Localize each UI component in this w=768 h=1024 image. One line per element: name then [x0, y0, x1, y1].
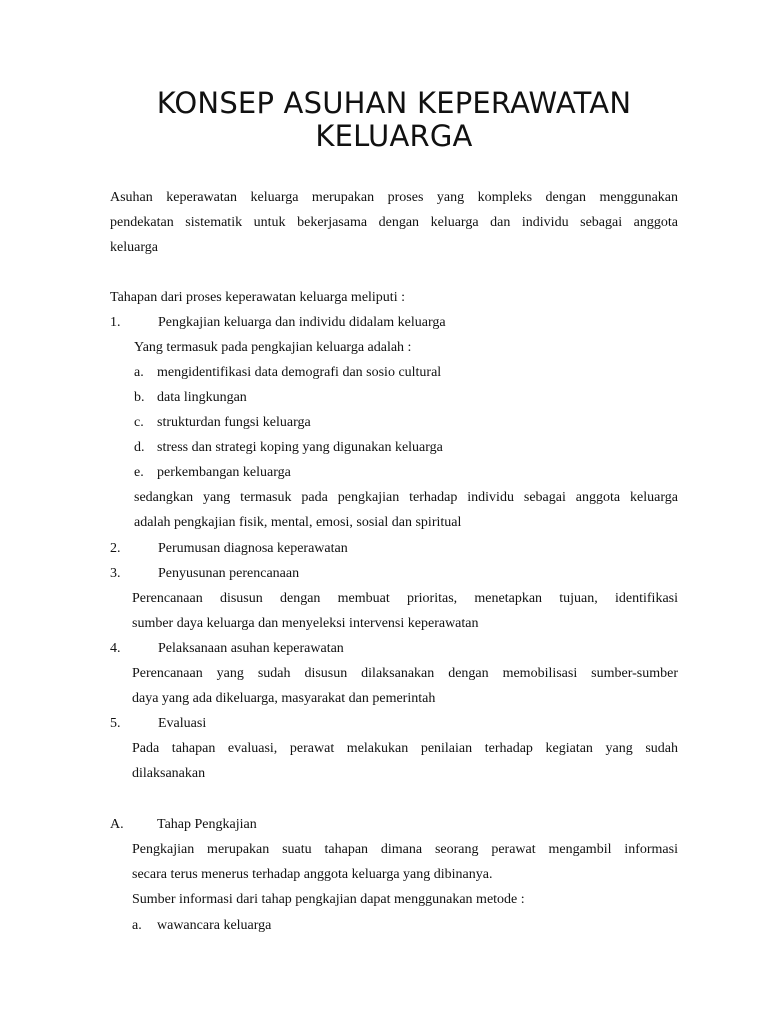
- item-letter: e.: [134, 465, 144, 480]
- intro-line-3: keluarga: [110, 240, 158, 255]
- sectionA-line-1: Pengkajian merupakan suatu tahapan dimana seorang perawat mengambil informasi: [132, 842, 678, 857]
- step1-after-line-2: adalah pengkajian fisik, mental, emosi, sosial dan spiritual: [134, 515, 462, 530]
- item-text: mengidentifikasi data demografi dan sosio cultural: [157, 365, 442, 380]
- sectionA-line-3: Sumber informasi dari tahap pengkajian dapat menggunakan metode :: [132, 892, 525, 907]
- item-text: perkembangan keluarga: [157, 465, 291, 480]
- title-line-2: KELUARGA: [315, 119, 473, 153]
- item-text: strukturdan fungsi keluarga: [157, 415, 311, 430]
- section-number: A.: [110, 817, 124, 832]
- step-number: 3.: [110, 566, 121, 581]
- step-label: Perumusan diagnosa keperawatan: [158, 541, 348, 556]
- step1-sub-intro: Yang termasuk pada pengkajian keluarga adalah :: [134, 340, 412, 355]
- step3-desc-line-2: sumber daya keluarga dan menyeleksi intervensi keperawatan: [132, 616, 479, 631]
- step-label: Evaluasi: [158, 716, 207, 731]
- step-number: 2.: [110, 541, 121, 556]
- intro-line-1: Asuhan keperawatan keluarga merupakan proses yang kompleks dengan menggunakan: [110, 190, 678, 205]
- item-letter: c.: [134, 415, 144, 430]
- step4-desc-line-1: Perencanaan yang sudah disusun dilaksanakan dengan memobilisasi sumber-sumber: [132, 666, 678, 681]
- item-letter: b.: [134, 390, 145, 405]
- step-label: Penyusunan perencanaan: [158, 566, 300, 581]
- section-heading: Tahap Pengkajian: [157, 817, 257, 832]
- title-line-1: KONSEP ASUHAN KEPERAWATAN: [156, 86, 632, 120]
- intro-line-2: pendekatan sistematik untuk bekerjasama dengan keluarga dan individu sebagai anggota: [110, 215, 678, 230]
- item-letter: a.: [134, 365, 144, 380]
- step1-after-line-1: sedangkan yang termasuk pada pengkajian terhadap individu sebagai anggota keluarga: [134, 490, 678, 505]
- step-number: 1.: [110, 315, 121, 330]
- document-title: [110, 87, 678, 153]
- item-text: stress dan strategi koping yang digunakan keluarga: [157, 440, 443, 455]
- step-label: Pelaksanaan asuhan keperawatan: [158, 641, 344, 656]
- step-number: 5.: [110, 716, 121, 731]
- step5-desc-line-1: Pada tahapan evaluasi, perawat melakukan penilaian terhadap kegiatan yang sudah: [132, 741, 678, 756]
- step-label: Pengkajian keluarga dan individu didalam keluarga: [158, 315, 446, 330]
- item-text: data lingkungan: [157, 390, 247, 405]
- step-number: 4.: [110, 641, 121, 656]
- sectionA-line-2: secara terus menerus terhadap anggota keluarga yang dibinanya.: [132, 867, 493, 882]
- step4-desc-line-2: daya yang ada dikeluarga, masyarakat dan pemerintah: [132, 691, 436, 706]
- tahapan-intro: Tahapan dari proses keperawatan keluarga meliputi :: [110, 290, 405, 305]
- step5-desc-line-2: dilaksanakan: [132, 766, 206, 781]
- item-text: wawancara keluarga: [157, 918, 272, 933]
- step3-desc-line-1: Perencanaan disusun dengan membuat prioritas, menetapkan tujuan, identifikasi: [132, 591, 678, 606]
- item-letter: d.: [134, 440, 145, 455]
- item-letter: a.: [132, 918, 142, 933]
